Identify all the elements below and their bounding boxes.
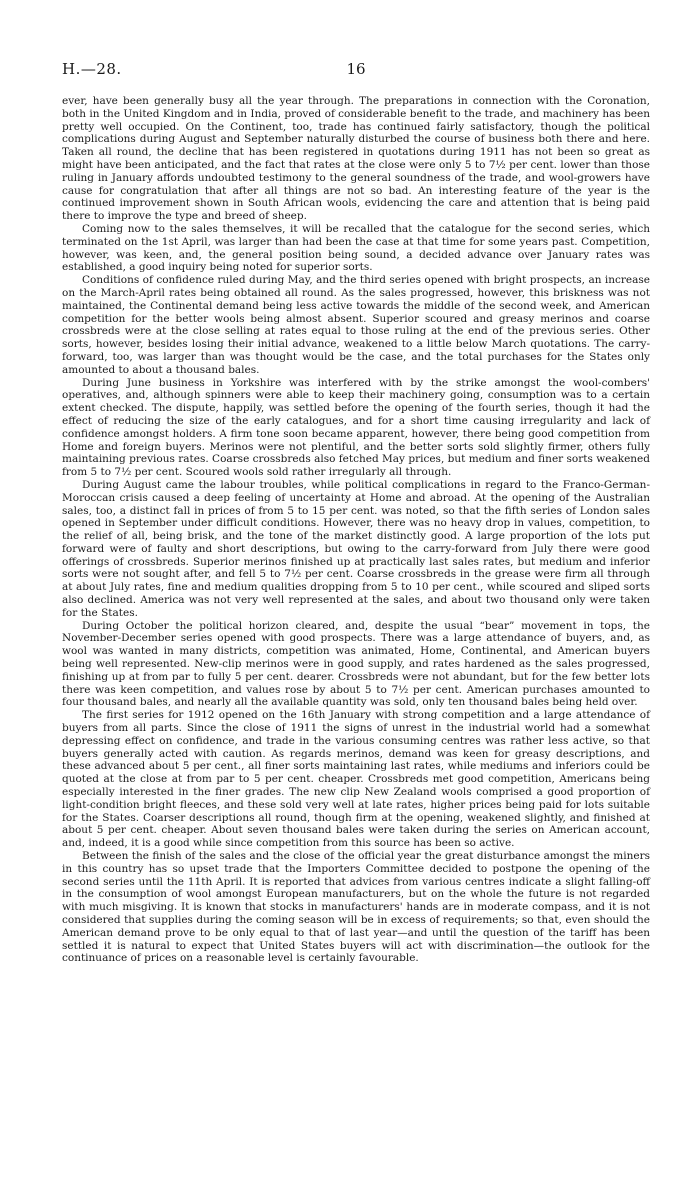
paragraph: During August came the labour troubles, while political complications in regard to the Franco-German-Moroccan crisis caused a deep feeling of uncertainty at Home and abroad. At the opening of the Australian sales, too, a distinct fall in prices of from 5 to 15 per cent. was noted, so that the fifth series of London sales opened in September under difficult conditions. However, there was no heavy drop in values, competition, to the relief of all, being brisk, and the tone of the market distinctly good. A large proportion of the lots put forward were of faulty and short descriptions, but owing to the carry-forward from July there were good offerings of crossbreds. Superior merinos finished up at practically last sales rates, but medium and inferior sorts were not sought after, and fell 5 to 7½ per cent. Coarse crossbreds in the grease were firm all through at about July rates, fine and medium qualities dropping from 5 to 10 per cent., while scoured and sliped sorts also declined. America was not very well represented at the sales, and about two thousand only were taken for the States. xyxy=(62,478,650,619)
document-body xyxy=(62,95,650,965)
paragraph: During October the political horizon cleared, and, despite the usual “bear” movement in tops, the November-December series opened with good prospects. There was a large attendance of buyers, and, as wool was wanted in many districts, competition was animated, Home, Continental, and American buyers being well represented. New-clip merinos were in good supply, and rates hardened as the sales progressed, finishing up at from par to fully 5 per cent. dearer. Crossbreds were not abundant, but for the few better lots there was keen competition, and values rose by about 5 to 7½ per cent. American purchases amounted to four thousand bales, and nearly all the available quantity was sold, only ten thousand bales being held over. xyxy=(62,619,650,709)
paragraph: Coming now to the sales themselves, it will be recalled that the catalogue for the second series, which terminated on the 1st April, was larger than had been the case at that time for some years past. Competition, however, was keen, and, the general position being sound, a decided advance over January rates was established, a good inquiry being noted for superior sorts. xyxy=(62,222,650,274)
page-number: 16 xyxy=(346,60,366,78)
page-header xyxy=(62,60,650,82)
document-reference: H.—28. xyxy=(62,60,122,78)
paragraph: ever, have been generally busy all the year through. The preparations in connection with the Coronation, both in the United Kingdom and in India, proved of considerable benefit to the trade, and machinery has been pretty well occupied. On the Continent, too, trade has continued fairly satisfactory, though the political complications during August and September naturally disturbed the course of business both there and here. Taken all round, the decline that has been registered in quotations during 1911 has not been so great as might have been anticipated, and the fact that rates at the close were only 5 to 7½ per cent. lower than those ruling in January affords undoubted testimony to the general soundness of the trade, and wool-growers have cause for congratulation that after all things are not so bad. An interesting feature of the year is the continued improvement shown in South African wools, evidencing the care and attention that is being paid there to improve the type and breed of sheep. xyxy=(62,95,650,223)
paragraph: The first series for 1912 opened on the 16th January with strong competition and a large attendance of buyers from all parts. Since the close of 1911 the signs of unrest in the industrial world had a somewhat depressing effect on confidence, and trade in the various consuming centres was rather less active, so that buyers generally acted with caution. As regards merinos, demand was keen for greasy descriptions, and these advanced about 5 per cent., all finer sorts maintaining last rates, while mediums and inferiors could be quoted at the close at from par to 5 per cent. cheaper. Crossbreds met good competition, Americans being especially interested in the finer grades. The new clip New Zealand wools comprised a good proportion of light-condition bright fleeces, and these sold very well at late rates, higher prices being paid for lots suitable for the States. Coarser descriptions all round, though firm at the opening, weakened slightly, and finished at about 5 per cent. cheaper. About seven thousand bales were taken during the series on American account, and, indeed, it is a good while since competition from this source has been so active. xyxy=(62,709,650,850)
paragraph: Between the finish of the sales and the close of the official year the great disturbance amongst the miners in this country has so upset trade that the Importers Committee decided to postpone the opening of the second series until the 11th April. It is reported that advices from various centres indicate a slight falling-off in the consumption of wool amongst European manufacturers, but on the whole the future is not regarded with much misgiving. It is known that stocks in manufacturers' hands are in moderate compass, and it is not considered that supplies during the coming season will be in excess of requirements; so that, even should the American demand prove to be only equal to that of last year—and until the question of the tariff has been settled it is natural to expect that United States buyers will act with discrimination—the outlook for the continuance of prices on a reasonable level is certainly favourable. xyxy=(62,850,650,965)
paragraph: Conditions of confidence ruled during May, and the third series opened with bright prospects, an increase on the March-April rates being obtained all round. As the sales progressed, however, this briskness was not maintained, the Continental demand being less active towards the middle of the second week, and American competition for the better wools being almost absent. Superior scoured and greasy merinos and coarse crossbreds were at the close selling at rates equal to those ruling at the end of the previous series. Other sorts, however, besides losing their initial advance, weakened to a little below March quotations. The carry-forward, too, was larger than was thought would be the case, and the total purchases for the States only amounted to about a thousand bales. xyxy=(62,274,650,376)
paragraph: During June business in Yorkshire was interfered with by the strike amongst the wool-combers' operatives, and, although spinners were able to keep their machinery going, consumption was to a certain extent checked. The dispute, happily, was settled before the opening of the fourth series, though it had the effect of reducing the size of the early catalogues, and for a short time causing irregularity and lack of confidence amongst holders. A firm tone soon became apparent, however, there being good competition from Home and foreign buyers. Merinos were not plentiful, and the better sorts sold slightly firmer, others fully maintaining previous rates. Coarse crossbreds also fetched May prices, but medium and finer sorts weakened from 5 to 7½ per cent. Scoured wools sold rather irregularly all through. xyxy=(62,376,650,479)
